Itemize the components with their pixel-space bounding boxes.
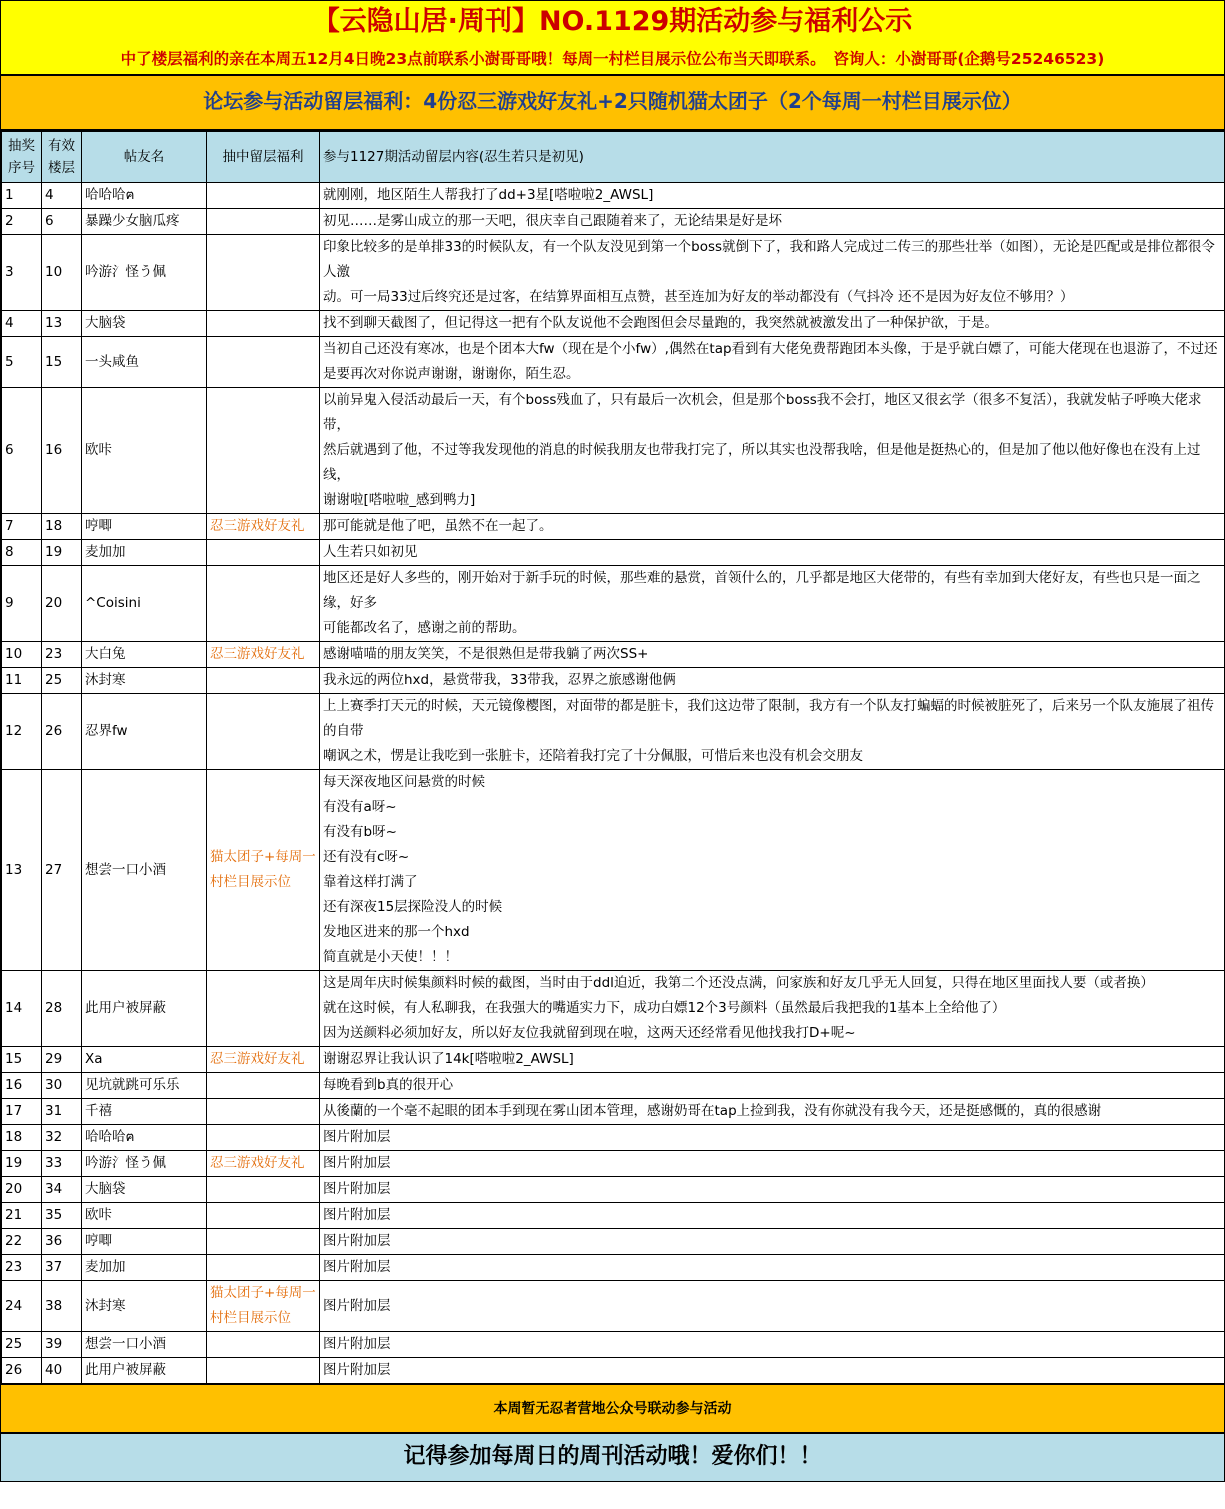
column-header-reward: 抽中留层福利 — [207, 132, 320, 183]
comment-cell — [320, 1203, 1225, 1229]
username-cell: 千禧 — [82, 1099, 207, 1125]
comment-line: 就刚刚，地区陌生人帮我打了dd+3星[嗒啦啦2_AWSL] — [323, 187, 654, 203]
comment-cell — [320, 1281, 1225, 1332]
comment-line: 图片附加层 — [323, 1259, 391, 1275]
comment-line: 从後蘭的一个毫不起眼的团本手到现在雾山团本管理，感谢奶哥在tap上捡到我，没有你就没有我今天，还是挺感慨的，真的很感谢 — [323, 1103, 1102, 1119]
reward-cell — [207, 540, 320, 566]
reward-cell: 忍三游戏好友礼 — [207, 1047, 320, 1073]
draw-number-cell: 7 — [2, 514, 42, 540]
draw-number-cell: 25 — [2, 1332, 42, 1358]
comment-line: 图片附加层 — [323, 1155, 391, 1171]
comment-line: 因为送颜料必须加好友，所以好友位我就留到现在啦，这两天还经常看见他找我打D+呢~ — [323, 1025, 856, 1041]
username-cell: 哈哈哈ฅ — [82, 1125, 207, 1151]
table-row — [2, 668, 1225, 694]
reward-cell — [207, 1358, 320, 1384]
table-row — [2, 642, 1225, 668]
reward-cell — [207, 566, 320, 642]
comment-line: 谢谢忍界让我认识了14k[嗒啦啦2_AWSL] — [323, 1051, 574, 1067]
comment-line: 那可能就是他了吧，虽然不在一起了。 — [323, 518, 553, 534]
comment-line: 嘲讽之术，愣是让我吃到一张脏卡，还陪着我打完了十分佩服，可惜后来也没有机会交朋友 — [323, 748, 863, 764]
username-cell: 沐封寒 — [82, 1281, 207, 1332]
comment-line: 人生若只如初见 — [323, 544, 418, 560]
comment-line: 感谢喵喵的朋友笑笑，不是很熟但是带我躺了两次SS+ — [323, 646, 649, 662]
reward-cell — [207, 235, 320, 311]
table-row — [2, 1229, 1225, 1255]
draw-number-cell: 9 — [2, 566, 42, 642]
table-row — [2, 1281, 1225, 1332]
draw-number-cell: 26 — [2, 1358, 42, 1384]
draw-number-cell: 13 — [2, 770, 42, 971]
username-cell: ^Coisini — [82, 566, 207, 642]
draw-number-cell: 10 — [2, 642, 42, 668]
draw-number-cell: 15 — [2, 1047, 42, 1073]
draw-number-cell: 18 — [2, 1125, 42, 1151]
floor-cell: 19 — [42, 540, 82, 566]
contact-notice: 中了楼层福利的亲在本周五12月4日晚23点前联系小澍哥哥哦！每周一村栏目展示位公布当天即联系。 咨询人：小澍哥哥(企鹅号25246523) — [1, 43, 1224, 76]
reward-cell — [207, 1099, 320, 1125]
username-cell: 想尝一口小酒 — [82, 770, 207, 971]
reward-cell — [207, 1177, 320, 1203]
comment-cell — [320, 1047, 1225, 1073]
comment-cell — [320, 770, 1225, 971]
column-header-draw-no: 抽奖序号 — [2, 132, 42, 183]
comment-cell — [320, 971, 1225, 1047]
draw-number-cell: 22 — [2, 1229, 42, 1255]
floor-cell: 31 — [42, 1099, 82, 1125]
floor-cell: 27 — [42, 770, 82, 971]
comment-line: 我永远的两位hxd，悬赏带我，33带我，忍界之旅感谢他俩 — [323, 672, 676, 688]
comment-line: 还有深夜15层探险没人的时候 — [323, 899, 503, 915]
draw-number-cell: 4 — [2, 311, 42, 337]
floor-cell: 37 — [42, 1255, 82, 1281]
page-title: 【云隐山居·周刊】NO.1129期活动参与福利公示 — [1, 1, 1224, 43]
floor-cell: 40 — [42, 1358, 82, 1384]
username-cell: 哼唧 — [82, 1229, 207, 1255]
comment-cell — [320, 642, 1225, 668]
comment-line: 还有没有c呀~ — [323, 849, 410, 865]
floor-cell: 20 — [42, 566, 82, 642]
username-cell: 吟游氵怪う佩 — [82, 235, 207, 311]
comment-line: 简直就是小天使！！！ — [323, 949, 458, 965]
floor-cell: 4 — [42, 183, 82, 209]
comment-line: 图片附加层 — [323, 1297, 391, 1314]
table-row — [2, 1047, 1225, 1073]
draw-number-cell: 24 — [2, 1281, 42, 1332]
floor-cell: 6 — [42, 209, 82, 235]
username-cell: 吟游氵怪う佩 — [82, 1151, 207, 1177]
comment-line: 印象比较多的是单排33的时候队友，有一个队友没见到第一个boss就倒下了，我和路人完成过二传三的那些壮举（如图），无论是匹配或是排位都很令人激 — [323, 239, 1215, 280]
draw-number-cell: 16 — [2, 1073, 42, 1099]
table-row — [2, 1255, 1225, 1281]
username-cell: 沐封寒 — [82, 668, 207, 694]
reward-cell: 忍三游戏好友礼 — [207, 514, 320, 540]
table-row — [2, 540, 1225, 566]
comment-line: 上上赛季打天元的时候，天元镜像樱图，对面带的都是脏卡，我们这边带了限制，我方有一个队友打蝙蝠的时候被脏死了，后来另一个队友施展了祖传的自带 — [323, 698, 1214, 739]
table-row — [2, 183, 1225, 209]
table-row — [2, 1151, 1225, 1177]
username-cell: 麦加加 — [82, 540, 207, 566]
comment-cell — [320, 1125, 1225, 1151]
reward-cell — [207, 1203, 320, 1229]
username-cell: 欧咔 — [82, 1203, 207, 1229]
username-cell: 麦加加 — [82, 1255, 207, 1281]
reward-cell: 忍三游戏好友礼 — [207, 1151, 320, 1177]
comment-line: 找不到聊天截图了，但记得这一把有个队友说他不会跑图但会尽量跑的，我突然就被激发出了一种保护欲，于是。 — [323, 315, 998, 331]
comment-cell — [320, 1255, 1225, 1281]
floor-cell: 25 — [42, 668, 82, 694]
prize-summary: 论坛参与活动留层福利：4份忍三游戏好友礼+2只随机猫太团子（2个每周一村栏目展示位） — [1, 76, 1224, 131]
participant-table — [1, 131, 1225, 1384]
comment-line: 图片附加层 — [323, 1336, 391, 1352]
comment-cell — [320, 311, 1225, 337]
comment-line: 动。可一局33过后终究还是过客，在结算界面相互点赞，甚至连加为好友的举动都没有（气抖冷 还不是因为好友位不够用？） — [323, 289, 1074, 305]
comment-line: 有没有b呀~ — [323, 824, 397, 840]
comment-cell — [320, 1099, 1225, 1125]
floor-cell: 29 — [42, 1047, 82, 1073]
table-row — [2, 566, 1225, 642]
comment-cell — [320, 1229, 1225, 1255]
floor-cell: 39 — [42, 1332, 82, 1358]
comment-line: 图片附加层 — [323, 1233, 391, 1249]
reward-cell — [207, 1125, 320, 1151]
floor-cell: 16 — [42, 388, 82, 514]
draw-number-cell: 23 — [2, 1255, 42, 1281]
table-row — [2, 311, 1225, 337]
username-cell: 暴躁少女脑瓜疼 — [82, 209, 207, 235]
footer-notice: 本周暂无忍者营地公众号联动参与活动 — [1, 1384, 1224, 1434]
username-cell: 见坑就跳可乐乐 — [82, 1073, 207, 1099]
comment-cell — [320, 540, 1225, 566]
username-cell: 一头咸鱼 — [82, 337, 207, 388]
username-cell: Xa — [82, 1047, 207, 1073]
table-row — [2, 770, 1225, 971]
comment-cell — [320, 566, 1225, 642]
table-row — [2, 514, 1225, 540]
table-header-row — [2, 132, 1225, 183]
floor-cell: 34 — [42, 1177, 82, 1203]
table-row — [2, 337, 1225, 388]
comment-cell — [320, 1358, 1225, 1384]
draw-number-cell: 21 — [2, 1203, 42, 1229]
comment-line: 图片附加层 — [323, 1207, 391, 1223]
table-row — [2, 1203, 1225, 1229]
table-row — [2, 388, 1225, 514]
draw-number-cell: 5 — [2, 337, 42, 388]
floor-cell: 18 — [42, 514, 82, 540]
floor-cell: 36 — [42, 1229, 82, 1255]
reward-cell — [207, 668, 320, 694]
reward-cell — [207, 1073, 320, 1099]
draw-number-cell: 11 — [2, 668, 42, 694]
table-row — [2, 1177, 1225, 1203]
table-row — [2, 694, 1225, 770]
comment-cell — [320, 235, 1225, 311]
comment-cell — [320, 694, 1225, 770]
comment-line: 每晚看到b真的很开心 — [323, 1077, 454, 1093]
draw-number-cell: 20 — [2, 1177, 42, 1203]
comment-cell — [320, 1073, 1225, 1099]
table-row — [2, 1125, 1225, 1151]
reward-cell — [207, 971, 320, 1047]
column-header-content: 参与1127期活动留层内容(忍生若只是初见) — [320, 132, 1225, 183]
username-cell: 大白兔 — [82, 642, 207, 668]
floor-cell: 15 — [42, 337, 82, 388]
comment-line: 有没有a呀~ — [323, 799, 397, 815]
comment-line: 然后就遇到了他，不过等我发现他的消息的时候我朋友也带我打完了，所以其实也没帮我啥，但是他是挺热心的，但是加了他以他好像也在没有上过线， — [323, 442, 1201, 483]
floor-cell: 10 — [42, 235, 82, 311]
table-row — [2, 1073, 1225, 1099]
draw-number-cell: 1 — [2, 183, 42, 209]
comment-line: 图片附加层 — [323, 1181, 391, 1197]
floor-cell: 35 — [42, 1203, 82, 1229]
username-cell: 大脑袋 — [82, 1177, 207, 1203]
reward-cell — [207, 209, 320, 235]
draw-number-cell: 12 — [2, 694, 42, 770]
reward-cell — [207, 311, 320, 337]
username-cell: 欧咔 — [82, 388, 207, 514]
username-cell: 忍界fw — [82, 694, 207, 770]
floor-cell: 26 — [42, 694, 82, 770]
reward-cell — [207, 1332, 320, 1358]
comment-line: 图片附加层 — [323, 1362, 391, 1378]
draw-number-cell: 6 — [2, 388, 42, 514]
table-row — [2, 1358, 1225, 1384]
comment-cell — [320, 388, 1225, 514]
draw-number-cell: 19 — [2, 1151, 42, 1177]
comment-line: 每天深夜地区问悬赏的时候 — [323, 774, 485, 790]
floor-cell: 33 — [42, 1151, 82, 1177]
comment-line: 初见……是雾山成立的那一天吧，很庆幸自己跟随着来了，无论结果是好是坏 — [323, 213, 782, 229]
username-cell: 此用户被屏蔽 — [82, 1358, 207, 1384]
comment-cell — [320, 209, 1225, 235]
floor-cell: 30 — [42, 1073, 82, 1099]
table-row — [2, 971, 1225, 1047]
reward-cell — [207, 337, 320, 388]
column-header-floor: 有效楼层 — [42, 132, 82, 183]
draw-number-cell: 3 — [2, 235, 42, 311]
comment-cell — [320, 1151, 1225, 1177]
comment-line: 就在这时候，有人私聊我，在我强大的嘴遁实力下，成功白嫖12个3号颜料（虽然最后我把我的1基本上全给他了） — [323, 1000, 1006, 1016]
draw-number-cell: 17 — [2, 1099, 42, 1125]
comment-cell — [320, 1332, 1225, 1358]
comment-line: 谢谢啦[嗒啦啦_感到鸭力] — [323, 492, 476, 508]
reward-cell — [207, 183, 320, 209]
draw-number-cell: 14 — [2, 971, 42, 1047]
table-row — [2, 209, 1225, 235]
table-row — [2, 1332, 1225, 1358]
username-cell: 此用户被屏蔽 — [82, 971, 207, 1047]
table-row — [2, 235, 1225, 311]
reward-cell — [207, 694, 320, 770]
reward-cell: 猫太团子+每周一村栏目展示位 — [207, 770, 320, 971]
column-header-username: 帖友名 — [82, 132, 207, 183]
draw-number-cell: 8 — [2, 540, 42, 566]
comment-line: 发地区进来的那一个hxd — [323, 924, 470, 940]
comment-line: 当初自己还没有寒冰，也是个团本大fw（现在是个小fw）,偶然在tap看到有大佬免费帮跑团本头像，于是乎就白嫖了，可能大佬现在也退游了，不过还是要再次对你说声谢谢，谢谢你，陌生忍。 — [323, 341, 1218, 382]
username-cell: 想尝一口小酒 — [82, 1332, 207, 1358]
reward-cell — [207, 1229, 320, 1255]
comment-line: 这是周年庆时候集颜料时候的截图，当时由于ddl迫近，我第二个还没点满，问家族和好友几乎无人回复，只得在地区里面找人要（或者换） — [323, 975, 1154, 991]
comment-line: 图片附加层 — [323, 1129, 391, 1145]
comment-cell — [320, 337, 1225, 388]
comment-line: 以前异鬼入侵活动最后一天，有个boss残血了，只有最后一次机会，但是那个boss我不会打，地区又很玄学（很多不复活），我就发帖子呼唤大佬求带， — [323, 392, 1202, 433]
floor-cell: 13 — [42, 311, 82, 337]
floor-cell: 23 — [42, 642, 82, 668]
reward-cell — [207, 1255, 320, 1281]
draw-number-cell: 2 — [2, 209, 42, 235]
footer-reminder: 记得参加每周日的周刊活动哦！爱你们！！ — [1, 1434, 1224, 1481]
comment-cell — [320, 1177, 1225, 1203]
reward-cell: 忍三游戏好友礼 — [207, 642, 320, 668]
reward-cell: 猫太团子+每周一村栏目展示位 — [207, 1281, 320, 1332]
table-row — [2, 1099, 1225, 1125]
reward-cell — [207, 388, 320, 514]
comment-line: 靠着这样打满了 — [323, 874, 418, 890]
floor-cell: 32 — [42, 1125, 82, 1151]
comment-line: 可能都改名了，感谢之前的帮助。 — [323, 620, 526, 636]
comment-line: 地区还是好人多些的，刚开始对于新手玩的时候，那些难的悬赏，首领什么的，几乎都是地区大佬带的，有些有幸加到大佬好友，有些也只是一面之缘，好多 — [323, 570, 1201, 611]
floor-cell: 28 — [42, 971, 82, 1047]
comment-cell — [320, 668, 1225, 694]
username-cell: 大脑袋 — [82, 311, 207, 337]
username-cell: 哈哈哈ฅ — [82, 183, 207, 209]
floor-cell: 38 — [42, 1281, 82, 1332]
comment-cell — [320, 514, 1225, 540]
username-cell: 哼唧 — [82, 514, 207, 540]
comment-cell — [320, 183, 1225, 209]
